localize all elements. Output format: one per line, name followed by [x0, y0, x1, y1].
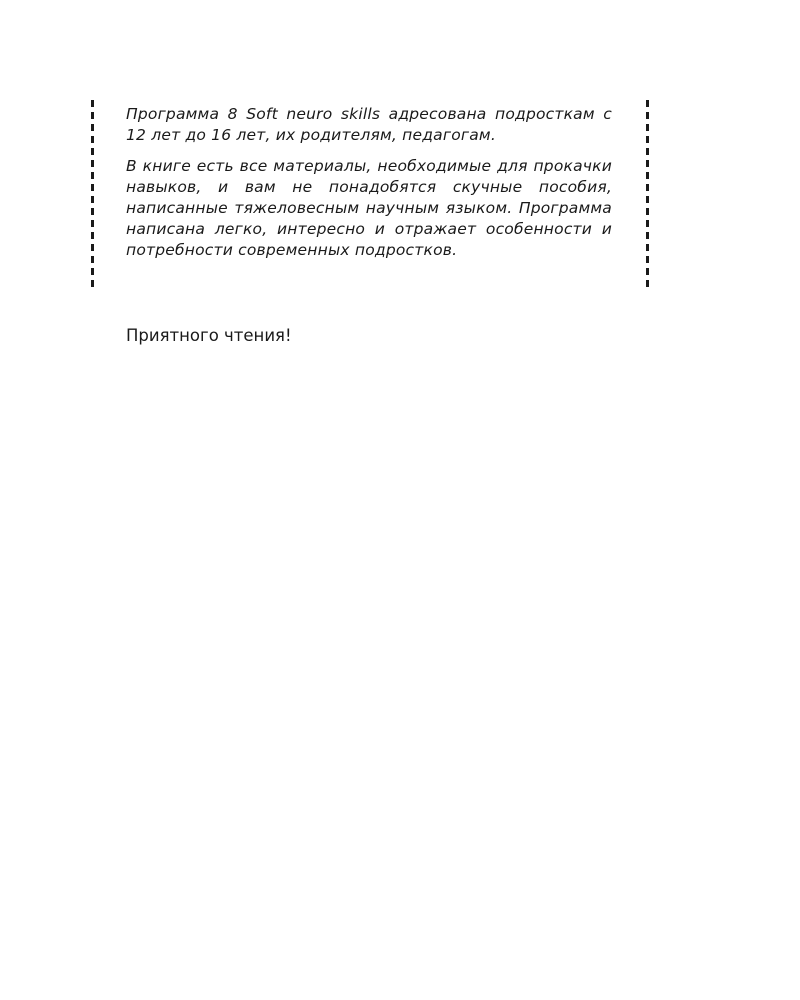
callout-left-dashed-border [91, 100, 94, 288]
callout-right-dashed-border [646, 100, 649, 288]
callout-paragraph-audience: Программа 8 Soft neuro skills адресована подросткам с 12 лет до 16 лет, их родителям, педагогам. [126, 105, 612, 144]
callout-paragraph-description: В книге есть все материалы, необходимые для прокачки навыков, и вам не понадобятся скучные пособия, написанные тяжеловесным научным языком. Программа написана легко, интересно и отражает особенности и потребности современных подростков. [126, 157, 612, 259]
closing-greeting: Приятного чтения! [126, 326, 292, 345]
callout-box [91, 100, 649, 288]
callout-text [126, 104, 612, 261]
